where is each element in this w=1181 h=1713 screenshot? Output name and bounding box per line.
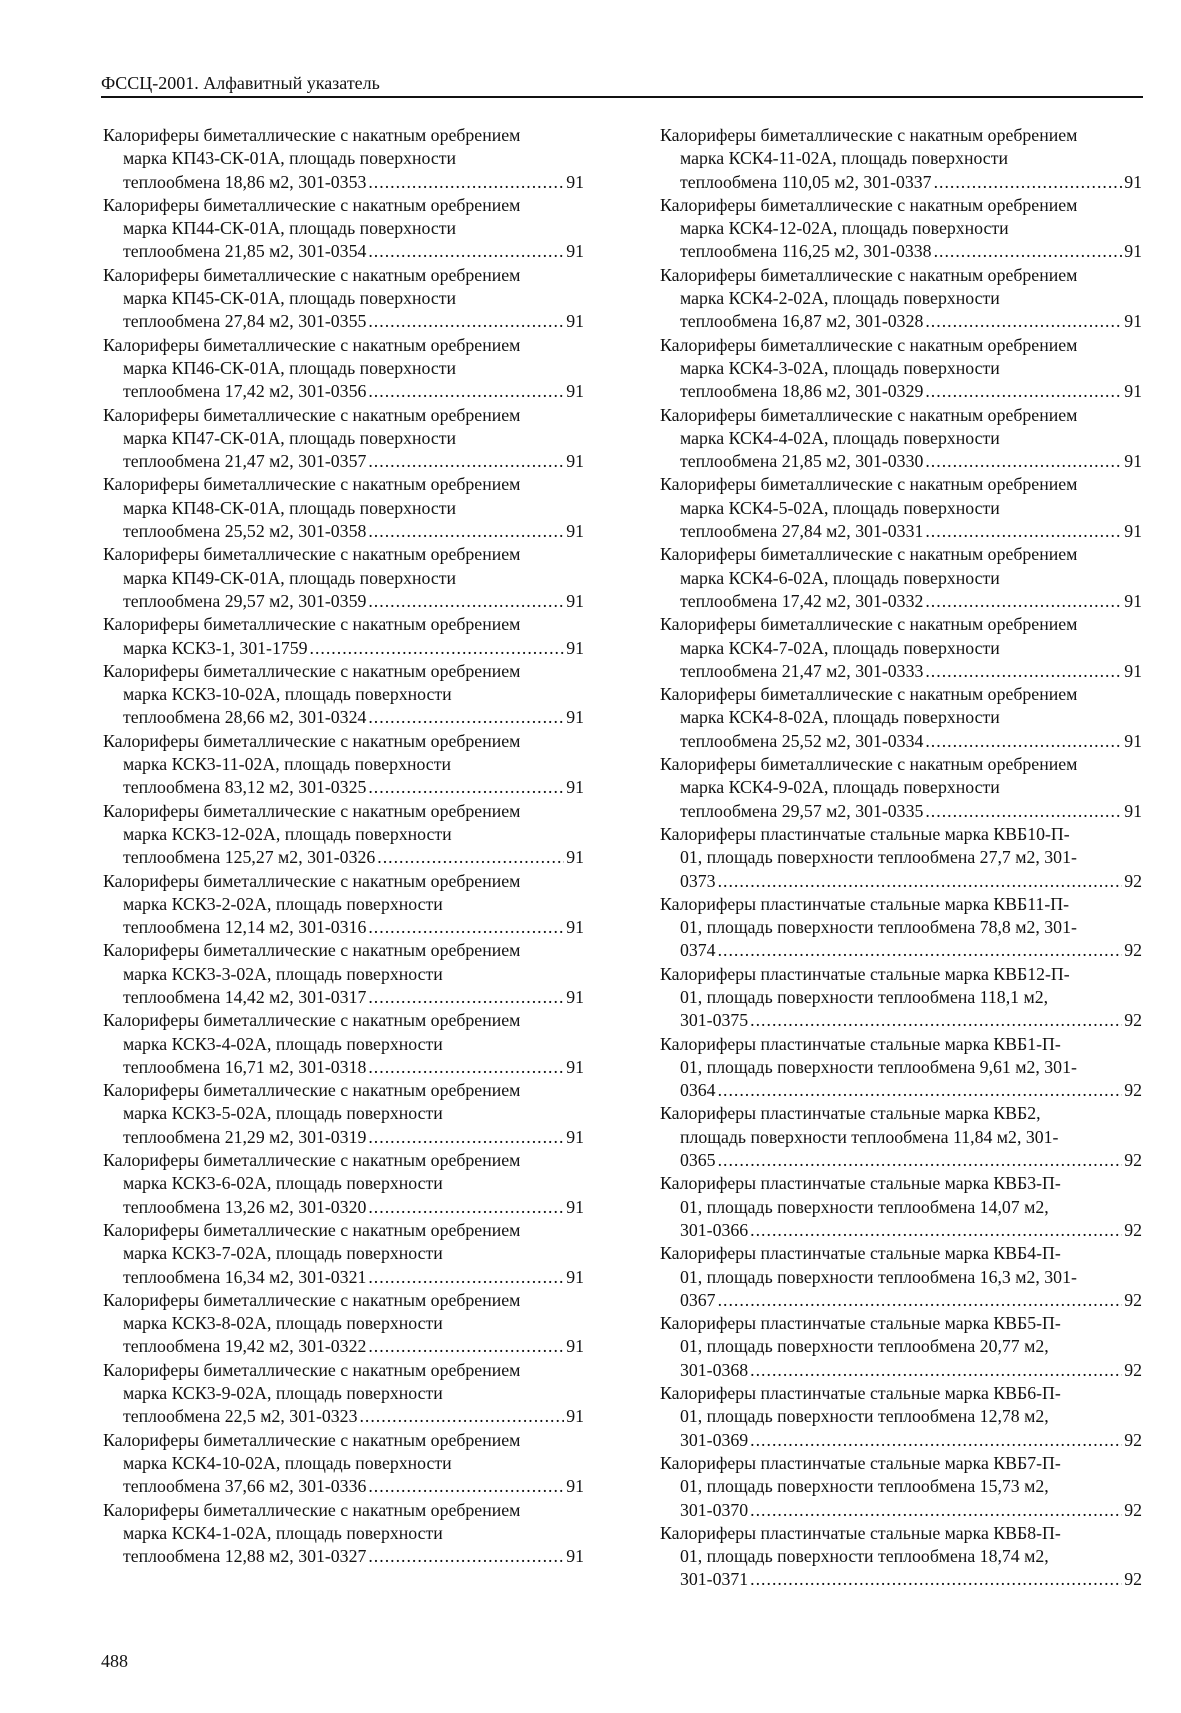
- entry-last-line: [103, 310, 584, 333]
- entry-text: марка КСК3-3-02А, площадь поверхности: [123, 963, 443, 984]
- entry-text: теплообмена 125,27 м2, 301-0326: [123, 847, 376, 868]
- index-entry: [103, 1009, 584, 1079]
- entry-heading: Калориферы биметаллические с накатным оребрением: [103, 264, 521, 285]
- entry-page-ref: 91: [566, 847, 584, 868]
- index-entry: [660, 264, 1142, 334]
- index-entry: [660, 194, 1142, 264]
- entry-page-ref: 92: [1124, 1359, 1142, 1380]
- header-title: ФССЦ-2001. Алфавитный указатель: [101, 73, 380, 93]
- entry-text: марка КП44-СК-01А, площадь поверхности: [123, 218, 457, 239]
- entry-page-ref: 91: [566, 241, 584, 262]
- entry-text: марка КСК4-10-02А, площадь поверхности: [123, 1452, 452, 1473]
- entry-last-line: [660, 520, 1142, 543]
- dot-leader: [750, 1219, 1122, 1242]
- dot-leader: [718, 870, 1123, 893]
- entry-heading: Калориферы пластинчатые стальные марка КВБ10-П-: [660, 823, 1070, 844]
- entry-last-line: [660, 800, 1142, 823]
- entry-last-line: [103, 1056, 584, 1079]
- dot-leader: [368, 986, 564, 1009]
- entry-text: теплообмена 21,47 м2, 301-0357: [123, 451, 367, 472]
- index-entry: [103, 660, 584, 730]
- entry-text: теплообмена 17,42 м2, 301-0356: [123, 381, 367, 402]
- entry-last-line: [660, 380, 1142, 403]
- entry-text: марка КСК4-5-02А, площадь поверхности: [680, 497, 1000, 518]
- entry-heading: Калориферы пластинчатые стальные марка КВБ6-П-: [660, 1383, 1061, 1404]
- entry-text: теплообмена 19,42 м2, 301-0322: [123, 1336, 367, 1357]
- index-entry: [660, 683, 1142, 753]
- entry-text: марка КП49-СК-01А, площадь поверхности: [123, 567, 457, 588]
- entry-page-ref: 92: [1124, 940, 1142, 961]
- entry-text: площадь поверхности теплообмена 11,84 м2, 301-: [680, 1126, 1059, 1147]
- dot-leader: [368, 1126, 564, 1149]
- entry-page-ref: 91: [566, 1336, 584, 1357]
- dot-leader: [750, 1359, 1122, 1382]
- dot-leader: [368, 520, 564, 543]
- index-entry: [103, 1149, 584, 1219]
- entry-last-line: [103, 637, 584, 660]
- entry-text: марка КСК4-11-02А, площадь поверхности: [680, 148, 1008, 169]
- entry-last-line: [660, 1568, 1142, 1591]
- dot-leader: [368, 1475, 564, 1498]
- entry-heading: Калориферы биметаллические с накатным оребрением: [660, 614, 1078, 635]
- entry-text: теплообмена 28,66 м2, 301-0324: [123, 707, 367, 728]
- entry-text: 01, площадь поверхности теплообмена 12,78 м2,: [680, 1406, 1049, 1427]
- entry-page-ref: 92: [1124, 1429, 1142, 1450]
- entry-text: марка КСК3-6-02А, площадь поверхности: [123, 1173, 443, 1194]
- dot-leader: [934, 171, 1123, 194]
- entry-last-line: [103, 1266, 584, 1289]
- entry-last-line: [660, 240, 1142, 263]
- entry-heading: Калориферы биметаллические с накатным оребрением: [660, 264, 1078, 285]
- entry-text: марка КП45-СК-01А, площадь поверхности: [123, 288, 457, 309]
- entry-last-line: [103, 590, 584, 613]
- entry-last-line: [103, 1545, 584, 1568]
- index-entry: [660, 893, 1142, 963]
- index-entry: [103, 1289, 584, 1359]
- dot-leader: [368, 1056, 564, 1079]
- entry-page-ref: 91: [566, 1266, 584, 1287]
- entry-heading: Калориферы биметаллические с накатным оребрением: [103, 1219, 521, 1240]
- entry-last-line: [660, 310, 1142, 333]
- dot-leader: [750, 1429, 1122, 1452]
- dot-leader: [925, 730, 1122, 753]
- entry-text: теплообмена 110,05 м2, 301-0337: [680, 171, 932, 192]
- entry-last-line: [103, 1475, 584, 1498]
- entry-text: 301-0375: [680, 1010, 749, 1031]
- entry-page-ref: 92: [1124, 1219, 1142, 1240]
- entry-heading: Калориферы биметаллические с накатным оребрением: [103, 544, 521, 565]
- index-entry: [103, 194, 584, 264]
- entry-heading: Калориферы биметаллические с накатным оребрением: [660, 334, 1078, 355]
- index-entry: [660, 1312, 1142, 1382]
- entry-text: 301-0370: [680, 1499, 749, 1520]
- index-entry: [103, 1429, 584, 1499]
- index-entry: [660, 1382, 1142, 1452]
- entry-heading: Калориферы пластинчатые стальные марка КВБ12-П-: [660, 963, 1070, 984]
- dot-leader: [368, 171, 564, 194]
- entry-heading: Калориферы биметаллические с накатным оребрением: [103, 1289, 521, 1310]
- entry-heading: Калориферы биметаллические с накатным оребрением: [103, 614, 521, 635]
- dot-leader: [377, 846, 564, 869]
- entry-text: 0367: [680, 1289, 716, 1310]
- entry-heading: Калориферы пластинчатые стальные марка КВБ5-П-: [660, 1313, 1061, 1334]
- entry-text: теплообмена 21,47 м2, 301-0333: [680, 660, 924, 681]
- dot-leader: [368, 590, 564, 613]
- entry-page-ref: 91: [566, 707, 584, 728]
- index-entry: [660, 613, 1142, 683]
- entry-last-line: [660, 171, 1142, 194]
- entry-page-ref: 92: [1124, 1289, 1142, 1310]
- entry-last-line: [103, 776, 584, 799]
- index-entry: [103, 1359, 584, 1429]
- dot-leader: [925, 800, 1122, 823]
- index-entry: [660, 404, 1142, 474]
- entry-heading: Калориферы биметаллические с накатным оребрением: [103, 1359, 521, 1380]
- index-entry: [103, 264, 584, 334]
- entry-text: 301-0368: [680, 1359, 749, 1380]
- entry-text: 01, площадь поверхности теплообмена 78,8 м2, 301-: [680, 917, 1077, 938]
- entry-text: 01, площадь поверхности теплообмена 14,07 м2,: [680, 1196, 1049, 1217]
- entry-page-ref: 92: [1124, 1080, 1142, 1101]
- entry-page-ref: 91: [1124, 730, 1142, 751]
- entry-text: марка КСК4-7-02А, площадь поверхности: [680, 637, 1000, 658]
- entry-text: марка КСК4-12-02А, площадь поверхности: [680, 218, 1009, 239]
- index-entry: [103, 404, 584, 474]
- entry-last-line: [660, 1009, 1142, 1032]
- entry-text: теплообмена 29,57 м2, 301-0335: [680, 800, 924, 821]
- entry-page-ref: 91: [1124, 590, 1142, 611]
- entry-heading: Калориферы биметаллические с накатным оребрением: [103, 940, 521, 961]
- entry-heading: Калориферы биметаллические с накатным оребрением: [103, 1429, 521, 1450]
- entry-text: марка КСК3-5-02А, площадь поверхности: [123, 1103, 443, 1124]
- entry-text: марка КП43-СК-01А, площадь поверхности: [123, 148, 457, 169]
- entry-page-ref: 91: [566, 171, 584, 192]
- index-entry: [103, 800, 584, 870]
- entry-text: 01, площадь поверхности теплообмена 20,77 м2,: [680, 1336, 1049, 1357]
- entry-page-ref: 91: [566, 381, 584, 402]
- dot-leader: [368, 1545, 564, 1568]
- entry-text: теплообмена 21,85 м2, 301-0330: [680, 451, 924, 472]
- entry-page-ref: 91: [566, 1126, 584, 1147]
- entry-heading: Калориферы биметаллические с накатным оребрением: [660, 754, 1078, 775]
- entry-text: 01, площадь поверхности теплообмена 18,74 м2,: [680, 1546, 1049, 1567]
- entry-text: марка КСК4-4-02А, площадь поверхности: [680, 427, 1000, 448]
- entry-text: теплообмена 83,12 м2, 301-0325: [123, 777, 367, 798]
- entry-text: 301-0369: [680, 1429, 749, 1450]
- entry-page-ref: 91: [566, 637, 584, 658]
- entry-heading: Калориферы биметаллические с накатным оребрением: [103, 194, 521, 215]
- index-entry: [103, 1219, 584, 1289]
- entry-text: 301-0366: [680, 1219, 749, 1240]
- dot-leader: [718, 1079, 1123, 1102]
- entry-text: марка КСК4-2-02А, площадь поверхности: [680, 288, 1000, 309]
- entry-text: 301-0371: [680, 1569, 749, 1590]
- dot-leader: [718, 1289, 1123, 1312]
- entry-last-line: [660, 730, 1142, 753]
- index-entry: [660, 753, 1142, 823]
- entry-heading: Калориферы биметаллические с накатным оребрением: [103, 1010, 521, 1031]
- entry-heading: Калориферы биметаллические с накатным оребрением: [103, 1499, 521, 1520]
- entry-page-ref: 91: [1124, 451, 1142, 472]
- entry-last-line: [660, 870, 1142, 893]
- dot-leader: [368, 1266, 564, 1289]
- page-number: 488: [101, 1651, 128, 1671]
- entry-text: теплообмена 29,57 м2, 301-0359: [123, 590, 367, 611]
- entry-heading: Калориферы биметаллические с накатным оребрением: [103, 730, 521, 751]
- entry-text: теплообмена 14,42 м2, 301-0317: [123, 986, 367, 1007]
- index-entry: [660, 823, 1142, 893]
- running-header: [101, 72, 1143, 98]
- index-entry: [103, 939, 584, 1009]
- entry-text: теплообмена 21,29 м2, 301-0319: [123, 1126, 367, 1147]
- entry-last-line: [103, 380, 584, 403]
- index-entry: [103, 543, 584, 613]
- index-entry: [660, 1452, 1142, 1522]
- entry-heading: Калориферы биметаллические с накатным оребрением: [103, 800, 521, 821]
- entry-text: марка КСК4-9-02А, площадь поверхности: [680, 777, 1000, 798]
- entry-heading: Калориферы биметаллические с накатным оребрением: [103, 474, 521, 495]
- entry-text: теплообмена 12,14 м2, 301-0316: [123, 917, 367, 938]
- dot-leader: [368, 380, 564, 403]
- dot-leader: [925, 520, 1122, 543]
- index-entry: [103, 473, 584, 543]
- entry-last-line: [660, 939, 1142, 962]
- dot-leader: [368, 1335, 564, 1358]
- entry-heading: Калориферы пластинчатые стальные марка КВБ4-П-: [660, 1243, 1061, 1264]
- index-entry: [660, 963, 1142, 1033]
- entry-last-line: [660, 660, 1142, 683]
- entry-page-ref: 91: [566, 311, 584, 332]
- dot-leader: [934, 240, 1123, 263]
- index-entry: [660, 124, 1142, 194]
- entry-last-line: [103, 520, 584, 543]
- entry-text: теплообмена 21,85 м2, 301-0354: [123, 241, 367, 262]
- entry-text: теплообмена 22,5 м2, 301-0323: [123, 1406, 358, 1427]
- entry-page-ref: 91: [566, 1546, 584, 1567]
- dot-leader: [925, 380, 1122, 403]
- entry-last-line: [660, 1499, 1142, 1522]
- entry-page-ref: 91: [1124, 241, 1142, 262]
- entry-heading: Калориферы пластинчатые стальные марка КВБ3-П-: [660, 1173, 1061, 1194]
- entry-last-line: [103, 916, 584, 939]
- entry-text: марка КП47-СК-01А, площадь поверхности: [123, 427, 457, 448]
- entry-last-line: [103, 171, 584, 194]
- entry-text: 0364: [680, 1080, 716, 1101]
- entry-heading: Калориферы биметаллические с накатным оребрением: [103, 660, 521, 681]
- entry-page-ref: 92: [1124, 870, 1142, 891]
- entry-text: теплообмена 16,87 м2, 301-0328: [680, 311, 924, 332]
- index-entry: [660, 1242, 1142, 1312]
- entry-page-ref: 91: [1124, 311, 1142, 332]
- dot-leader: [359, 1405, 564, 1428]
- dot-leader: [368, 706, 564, 729]
- entry-text: теплообмена 13,26 м2, 301-0320: [123, 1196, 367, 1217]
- entry-last-line: [103, 986, 584, 1009]
- entry-heading: Калориферы биметаллические с накатным оребрением: [103, 1150, 521, 1171]
- entry-text: теплообмена 25,52 м2, 301-0334: [680, 730, 924, 751]
- index-entry: [103, 613, 584, 660]
- entry-text: марка КСК4-1-02А, площадь поверхности: [123, 1522, 443, 1543]
- entry-page-ref: 91: [1124, 381, 1142, 402]
- entry-text: теплообмена 18,86 м2, 301-0353: [123, 171, 367, 192]
- entry-text: марка КСК4-6-02А, площадь поверхности: [680, 567, 1000, 588]
- entry-page-ref: 91: [566, 1476, 584, 1497]
- dot-leader: [718, 939, 1123, 962]
- index-entry: [660, 1522, 1142, 1592]
- entry-text: марка КСК4-3-02А, площадь поверхности: [680, 357, 1000, 378]
- dot-leader: [750, 1568, 1122, 1591]
- entry-last-line: [660, 1289, 1142, 1312]
- entry-text: теплообмена 16,34 м2, 301-0321: [123, 1266, 367, 1287]
- entry-heading: Калориферы биметаллические с накатным оребрением: [660, 404, 1078, 425]
- entry-last-line: [103, 240, 584, 263]
- entry-text: теплообмена 25,52 м2, 301-0358: [123, 521, 367, 542]
- entry-page-ref: 91: [1124, 660, 1142, 681]
- entry-last-line: [660, 1149, 1142, 1172]
- index-entry: [660, 334, 1142, 404]
- entry-last-line: [660, 1359, 1142, 1382]
- entry-text: марка КСК3-1, 301-1759: [123, 637, 308, 658]
- entry-heading: Калориферы пластинчатые стальные марка КВБ1-П-: [660, 1033, 1061, 1054]
- entry-text: 01, площадь поверхности теплообмена 15,73 м2,: [680, 1476, 1049, 1497]
- index-entry: [660, 1033, 1142, 1103]
- entry-last-line: [660, 1219, 1142, 1242]
- entry-text: марка КСК3-8-02А, площадь поверхности: [123, 1313, 443, 1334]
- entry-last-line: [103, 1126, 584, 1149]
- entry-last-line: [660, 590, 1142, 613]
- entry-heading: Калориферы биметаллические с накатным оребрением: [103, 1080, 521, 1101]
- entry-last-line: [103, 846, 584, 869]
- entry-heading: Калориферы биметаллические с накатным оребрением: [103, 404, 521, 425]
- entry-text: теплообмена 27,84 м2, 301-0355: [123, 311, 367, 332]
- entry-text: марка КСК4-8-02А, площадь поверхности: [680, 707, 1000, 728]
- entry-text: теплообмена 16,71 м2, 301-0318: [123, 1056, 367, 1077]
- entry-page-ref: 91: [566, 1056, 584, 1077]
- entry-page-ref: 91: [566, 986, 584, 1007]
- index-entry: [660, 543, 1142, 613]
- dot-leader: [925, 660, 1122, 683]
- dot-leader: [925, 310, 1122, 333]
- entry-heading: Калориферы биметаллические с накатным оребрением: [103, 334, 521, 355]
- entry-last-line: [660, 1429, 1142, 1452]
- entry-heading: Калориферы пластинчатые стальные марка КВБ2,: [660, 1103, 1041, 1124]
- index-entry: [660, 1102, 1142, 1172]
- dot-leader: [750, 1009, 1122, 1032]
- entry-last-line: [103, 1335, 584, 1358]
- dot-leader: [368, 916, 564, 939]
- entry-page-ref: 92: [1124, 1569, 1142, 1590]
- entry-heading: Калориферы пластинчатые стальные марка КВБ7-П-: [660, 1452, 1061, 1473]
- entry-text: 01, площадь поверхности теплообмена 27,7 м2, 301-: [680, 847, 1077, 868]
- entry-page-ref: 92: [1124, 1010, 1142, 1031]
- entry-text: марка КП46-СК-01А, площадь поверхности: [123, 357, 457, 378]
- entry-text: марка КСК3-9-02А, площадь поверхности: [123, 1383, 443, 1404]
- entry-heading: Калориферы биметаллические с накатным оребрением: [660, 684, 1078, 705]
- entry-last-line: [660, 1079, 1142, 1102]
- entry-page-ref: 91: [566, 1196, 584, 1217]
- entry-text: 01, площадь поверхности теплообмена 118,1 м2,: [680, 986, 1049, 1007]
- dot-leader: [925, 450, 1122, 473]
- entry-text: 0374: [680, 940, 716, 961]
- entry-text: теплообмена 37,66 м2, 301-0336: [123, 1476, 367, 1497]
- index-entry: [660, 1172, 1142, 1242]
- entry-page-ref: 92: [1124, 1499, 1142, 1520]
- entry-heading: Калориферы биметаллические с накатным оребрением: [660, 474, 1078, 495]
- index-entry: [103, 1079, 584, 1149]
- entry-last-line: [660, 450, 1142, 473]
- entry-last-line: [103, 1196, 584, 1219]
- entry-text: марка КСК3-11-02А, площадь поверхности: [123, 754, 451, 775]
- index-column-left: [103, 124, 584, 1568]
- dot-leader: [368, 450, 564, 473]
- entry-page-ref: 91: [566, 777, 584, 798]
- entry-page-ref: 91: [566, 917, 584, 938]
- dot-leader: [368, 1196, 564, 1219]
- entry-text: теплообмена 18,86 м2, 301-0329: [680, 381, 924, 402]
- dot-leader: [368, 240, 564, 263]
- entry-page-ref: 91: [566, 451, 584, 472]
- entry-text: марка КСК3-10-02А, площадь поверхности: [123, 684, 452, 705]
- entry-heading: Калориферы биметаллические с накатным оребрением: [103, 125, 521, 145]
- entry-last-line: [103, 450, 584, 473]
- dot-leader: [718, 1149, 1123, 1172]
- entry-text: теплообмена 27,84 м2, 301-0331: [680, 521, 924, 542]
- entry-page-ref: 91: [566, 590, 584, 611]
- entry-heading: Калориферы биметаллические с накатным оребрением: [660, 125, 1078, 145]
- dot-leader: [368, 310, 564, 333]
- entry-last-line: [103, 1405, 584, 1428]
- entry-page-ref: 92: [1124, 1150, 1142, 1171]
- index-entry: [103, 730, 584, 800]
- index-entry: [103, 1499, 584, 1569]
- entry-text: теплообмена 17,42 м2, 301-0332: [680, 590, 924, 611]
- entry-text: марка КСК3-2-02А, площадь поверхности: [123, 893, 443, 914]
- entry-page-ref: 91: [1124, 521, 1142, 542]
- entry-text: 01, площадь поверхности теплообмена 9,61 м2, 301-: [680, 1056, 1077, 1077]
- entry-text: 01, площадь поверхности теплообмена 16,3 м2, 301-: [680, 1266, 1077, 1287]
- index-entry: [660, 473, 1142, 543]
- entry-heading: Калориферы биметаллические с накатным оребрением: [660, 194, 1078, 215]
- dot-leader: [925, 590, 1122, 613]
- entry-text: марка КП48-СК-01А, площадь поверхности: [123, 497, 457, 518]
- entry-heading: Калориферы биметаллические с накатным оребрением: [660, 544, 1078, 565]
- index-column-right: [660, 124, 1142, 1592]
- entry-text: 0365: [680, 1150, 716, 1171]
- dot-leader: [750, 1499, 1122, 1522]
- entry-text: марка КСК3-12-02А, площадь поверхности: [123, 823, 452, 844]
- entry-heading: Калориферы пластинчатые стальные марка КВБ11-П-: [660, 893, 1070, 914]
- entry-page-ref: 91: [566, 1406, 584, 1427]
- entry-text: 0373: [680, 870, 716, 891]
- entry-page-ref: 91: [566, 521, 584, 542]
- entry-last-line: [103, 706, 584, 729]
- entry-text: теплообмена 116,25 м2, 301-0338: [680, 241, 932, 262]
- index-entry: [103, 870, 584, 940]
- index-entry: [103, 334, 584, 404]
- entry-text: теплообмена 12,88 м2, 301-0327: [123, 1546, 367, 1567]
- entry-text: марка КСК3-7-02А, площадь поверхности: [123, 1243, 443, 1264]
- entry-page-ref: 91: [1124, 800, 1142, 821]
- dot-leader: [368, 776, 564, 799]
- dot-leader: [310, 637, 565, 660]
- index-entry: [103, 124, 584, 194]
- entry-page-ref: 91: [1124, 171, 1142, 192]
- entry-heading: Калориферы биметаллические с накатным оребрением: [103, 870, 521, 891]
- entry-heading: Калориферы пластинчатые стальные марка КВБ8-П-: [660, 1522, 1061, 1543]
- entry-text: марка КСК3-4-02А, площадь поверхности: [123, 1033, 443, 1054]
